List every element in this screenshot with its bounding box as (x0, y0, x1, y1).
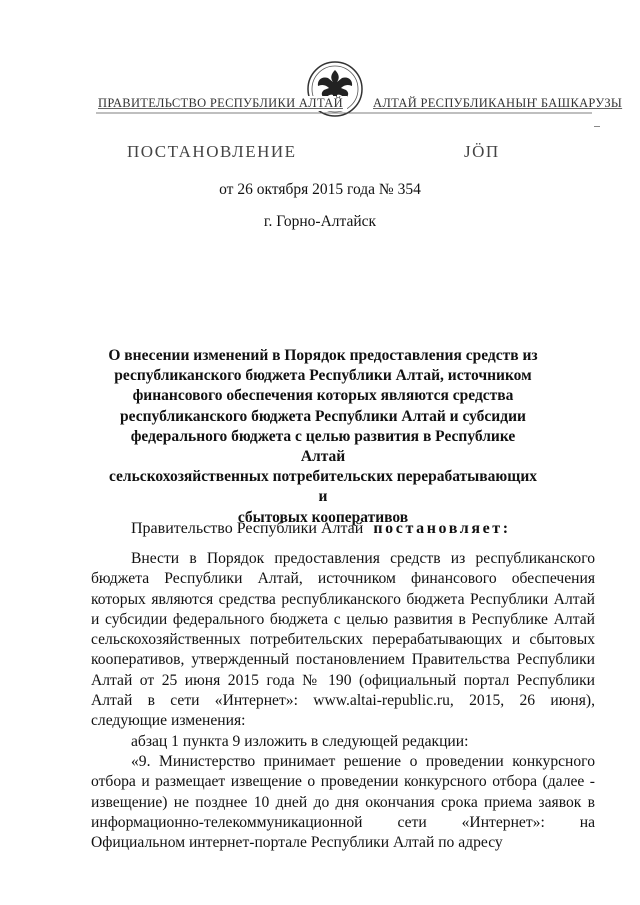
preamble-subject: Правительство Республики Алтай (131, 520, 364, 537)
document-body (91, 549, 595, 853)
government-name-altai: АЛТАЙ РЕСПУБЛИКАНЫҤ БАШКАРУЗЫ (369, 96, 626, 111)
title-line: республиканского бюджета Республики Алтай и субсидии (120, 407, 526, 425)
title-line: сбытовых кооперативов (237, 508, 409, 526)
scan-mark (594, 126, 600, 127)
body-paragraph: Внести в Порядок предоставления средств из республиканского бюджета Республики Алтай, источником финансового обеспечения которых являются средства республиканского бюджета Республики Алтай и субсидии федерального бюджета с целью развития в Республике Алтай сельскохозяйственных потребительских перерабатывающих и сбытовых кооперативов, утвержденный постановлением Правительства Республики Алтай от 25 июня 2015 года № 190 (официальный портал Республики Алтай в сети «Интернет»: www.altai-republic.ru, 2015, 26 июня), следующие изменения: (91, 550, 595, 730)
title-line: О внесении изменений в Порядок предоставления средств из (108, 347, 538, 364)
title-line: республиканского бюджета Республики Алтай, источником (114, 367, 532, 385)
document-city: г. Горно-Алтайск (263, 213, 377, 230)
document-type-russian: ПОСТАНОВЛЕНИЕ (127, 142, 297, 161)
document-date-number: от 26 октября 2015 года № 354 (219, 181, 421, 198)
title-line: финансового обеспечения которых являются средства (132, 387, 514, 405)
resolution-preamble (131, 520, 511, 538)
document-title (108, 346, 538, 528)
body-paragraph: абзац 1 пункта 9 изложить в следующей редакции: (131, 732, 469, 750)
body-paragraph: «9. Министерство принимает решение о проведении конкурсного отбора и размещает извещение о проведении конкурсного отбора (далее - извещение) не позднее 10 дней до дня окончания срока приема заявок в информационно-телекоммуникационной сети «Интернет»: на Официальном интернет-портале Республики Алтай по адресу (91, 752, 595, 852)
preamble-verb: постановляет: (373, 520, 511, 537)
title-line: сельскохозяйственных потребительских перерабатывающих и (108, 468, 538, 506)
document-type-altai: JӦП (464, 142, 500, 161)
title-line: федерального бюджета с целью развития в Республике Алтай (130, 427, 516, 466)
government-name-russian: ПРАВИТЕЛЬСТВО РЕСПУБЛИКИ АЛТАЙ (94, 96, 347, 111)
